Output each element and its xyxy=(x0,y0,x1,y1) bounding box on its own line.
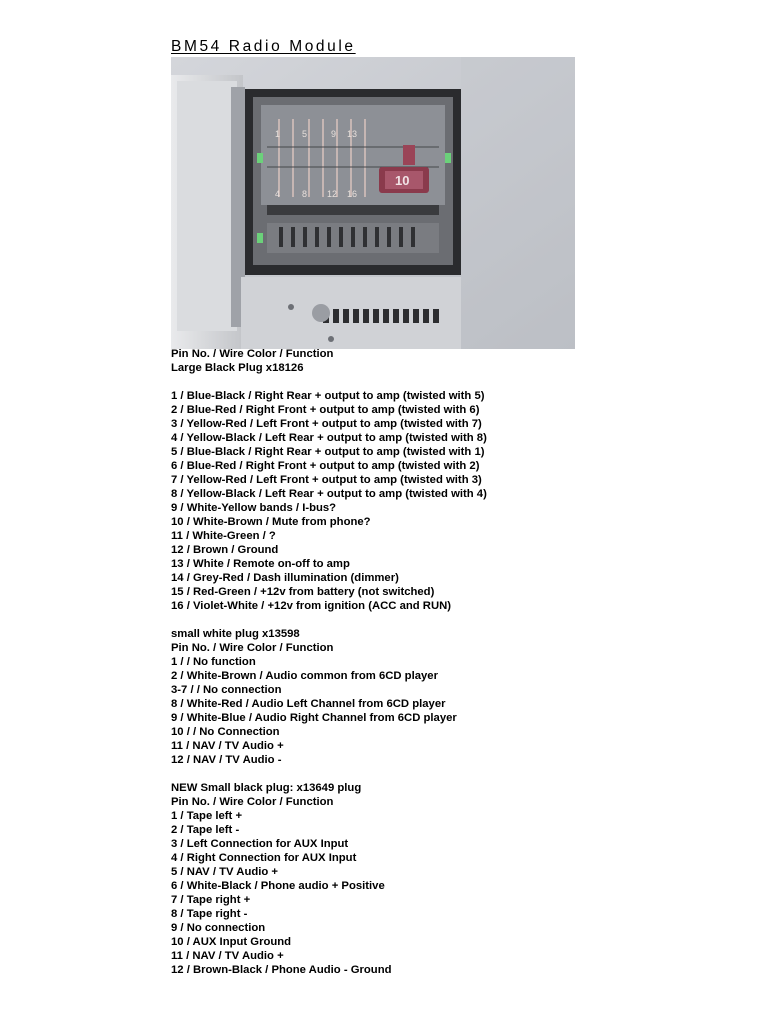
list-item: 15 / Red-Green / +12v from battery (not switched) xyxy=(171,586,435,598)
connector-illustration xyxy=(171,57,575,349)
list-item: 12 / Brown / Ground xyxy=(171,544,279,556)
list-item: 3 / Left Connection for AUX Input xyxy=(171,838,349,850)
list-item: 7 / Tape right + xyxy=(171,894,251,906)
table-header: Pin No. / Wire Color / Function xyxy=(171,348,334,360)
list-item: 5 / Blue-Black / Right Rear + output to amp (twisted with 1) xyxy=(171,446,485,458)
table-header: Pin No. / Wire Color / Function xyxy=(171,796,334,808)
pin-number-bottom: 4 xyxy=(275,189,281,199)
pin-number-top: 13 xyxy=(347,129,358,139)
list-item: 4 / Yellow-Black / Left Rear + output to amp (twisted with 8) xyxy=(171,432,487,444)
list-item: 4 / Right Connection for AUX Input xyxy=(171,852,357,864)
list-item: 9 / No connection xyxy=(171,922,266,934)
section-title: NEW Small black plug: x13649 plug xyxy=(171,782,362,794)
list-item: 3-7 / / No connection xyxy=(171,684,282,696)
list-item: 10 / / No Connection xyxy=(171,726,280,738)
page-title: BM54 Radio Module xyxy=(171,38,356,55)
pin-number-top: 5 xyxy=(302,129,308,139)
list-item: 9 / White-Yellow bands / I-bus? xyxy=(171,502,337,514)
fuse-label: 10 xyxy=(395,173,410,188)
list-item: 5 / NAV / TV Audio + xyxy=(171,866,279,878)
list-item: 14 / Grey-Red / Dash illumination (dimmer) xyxy=(171,572,399,584)
pin-number-top: 9 xyxy=(331,129,337,139)
list-item: 6 / Blue-Red / Right Front + output to amp (twisted with 2) xyxy=(171,460,480,472)
list-item: 8 / White-Red / Audio Left Channel from 6CD player xyxy=(171,698,446,710)
list-item: 11 / NAV / TV Audio + xyxy=(171,740,284,752)
pin-number-top: 1 xyxy=(275,129,281,139)
list-item: 2 / White-Brown / Audio common from 6CD player xyxy=(171,670,438,682)
list-item: 10 / White-Brown / Mute from phone? xyxy=(171,516,371,528)
list-item: 2 / Tape left - xyxy=(171,824,240,836)
list-item: 9 / White-Blue / Audio Right Channel from 6CD player xyxy=(171,712,457,724)
list-item: 1 / Blue-Black / Right Rear + output to amp (twisted with 5) xyxy=(171,390,485,402)
list-item: 1 / Tape left + xyxy=(171,810,243,822)
list-item: 11 / White-Green / ? xyxy=(171,530,276,542)
list-item: 8 / Tape right - xyxy=(171,908,248,920)
list-item: 8 / Yellow-Black / Left Rear + output to amp (twisted with 4) xyxy=(171,488,487,500)
list-item: 3 / Yellow-Red / Left Front + output to amp (twisted with 7) xyxy=(171,418,482,430)
pin-number-bottom: 12 xyxy=(327,189,338,199)
pinout-document xyxy=(171,347,741,977)
list-item: 10 / AUX Input Ground xyxy=(171,936,292,948)
pin-number-bottom: 16 xyxy=(347,189,358,199)
pin-number-bottom: 8 xyxy=(302,189,308,199)
list-item: 12 / Brown-Black / Phone Audio - Ground xyxy=(171,964,392,976)
list-item: 16 / Violet-White / +12v from ignition (ACC and RUN) xyxy=(171,600,452,612)
list-item: 13 / White / Remote on-off to amp xyxy=(171,558,350,570)
list-item: 2 / Blue-Red / Right Front + output to amp (twisted with 6) xyxy=(171,404,480,416)
section-title: small white plug x13598 xyxy=(171,628,300,640)
list-item: 6 / White-Black / Phone audio + Positive xyxy=(171,880,385,892)
list-item: 12 / NAV / TV Audio - xyxy=(171,754,282,766)
table-header: Pin No. / Wire Color / Function xyxy=(171,642,334,654)
list-item: 11 / NAV / TV Audio + xyxy=(171,950,284,962)
list-item: 7 / Yellow-Red / Left Front + output to amp (twisted with 3) xyxy=(171,474,482,486)
radio-module-photo xyxy=(171,57,575,349)
section-title: Large Black Plug x18126 xyxy=(171,362,304,374)
list-item: 1 / / No function xyxy=(171,656,256,668)
